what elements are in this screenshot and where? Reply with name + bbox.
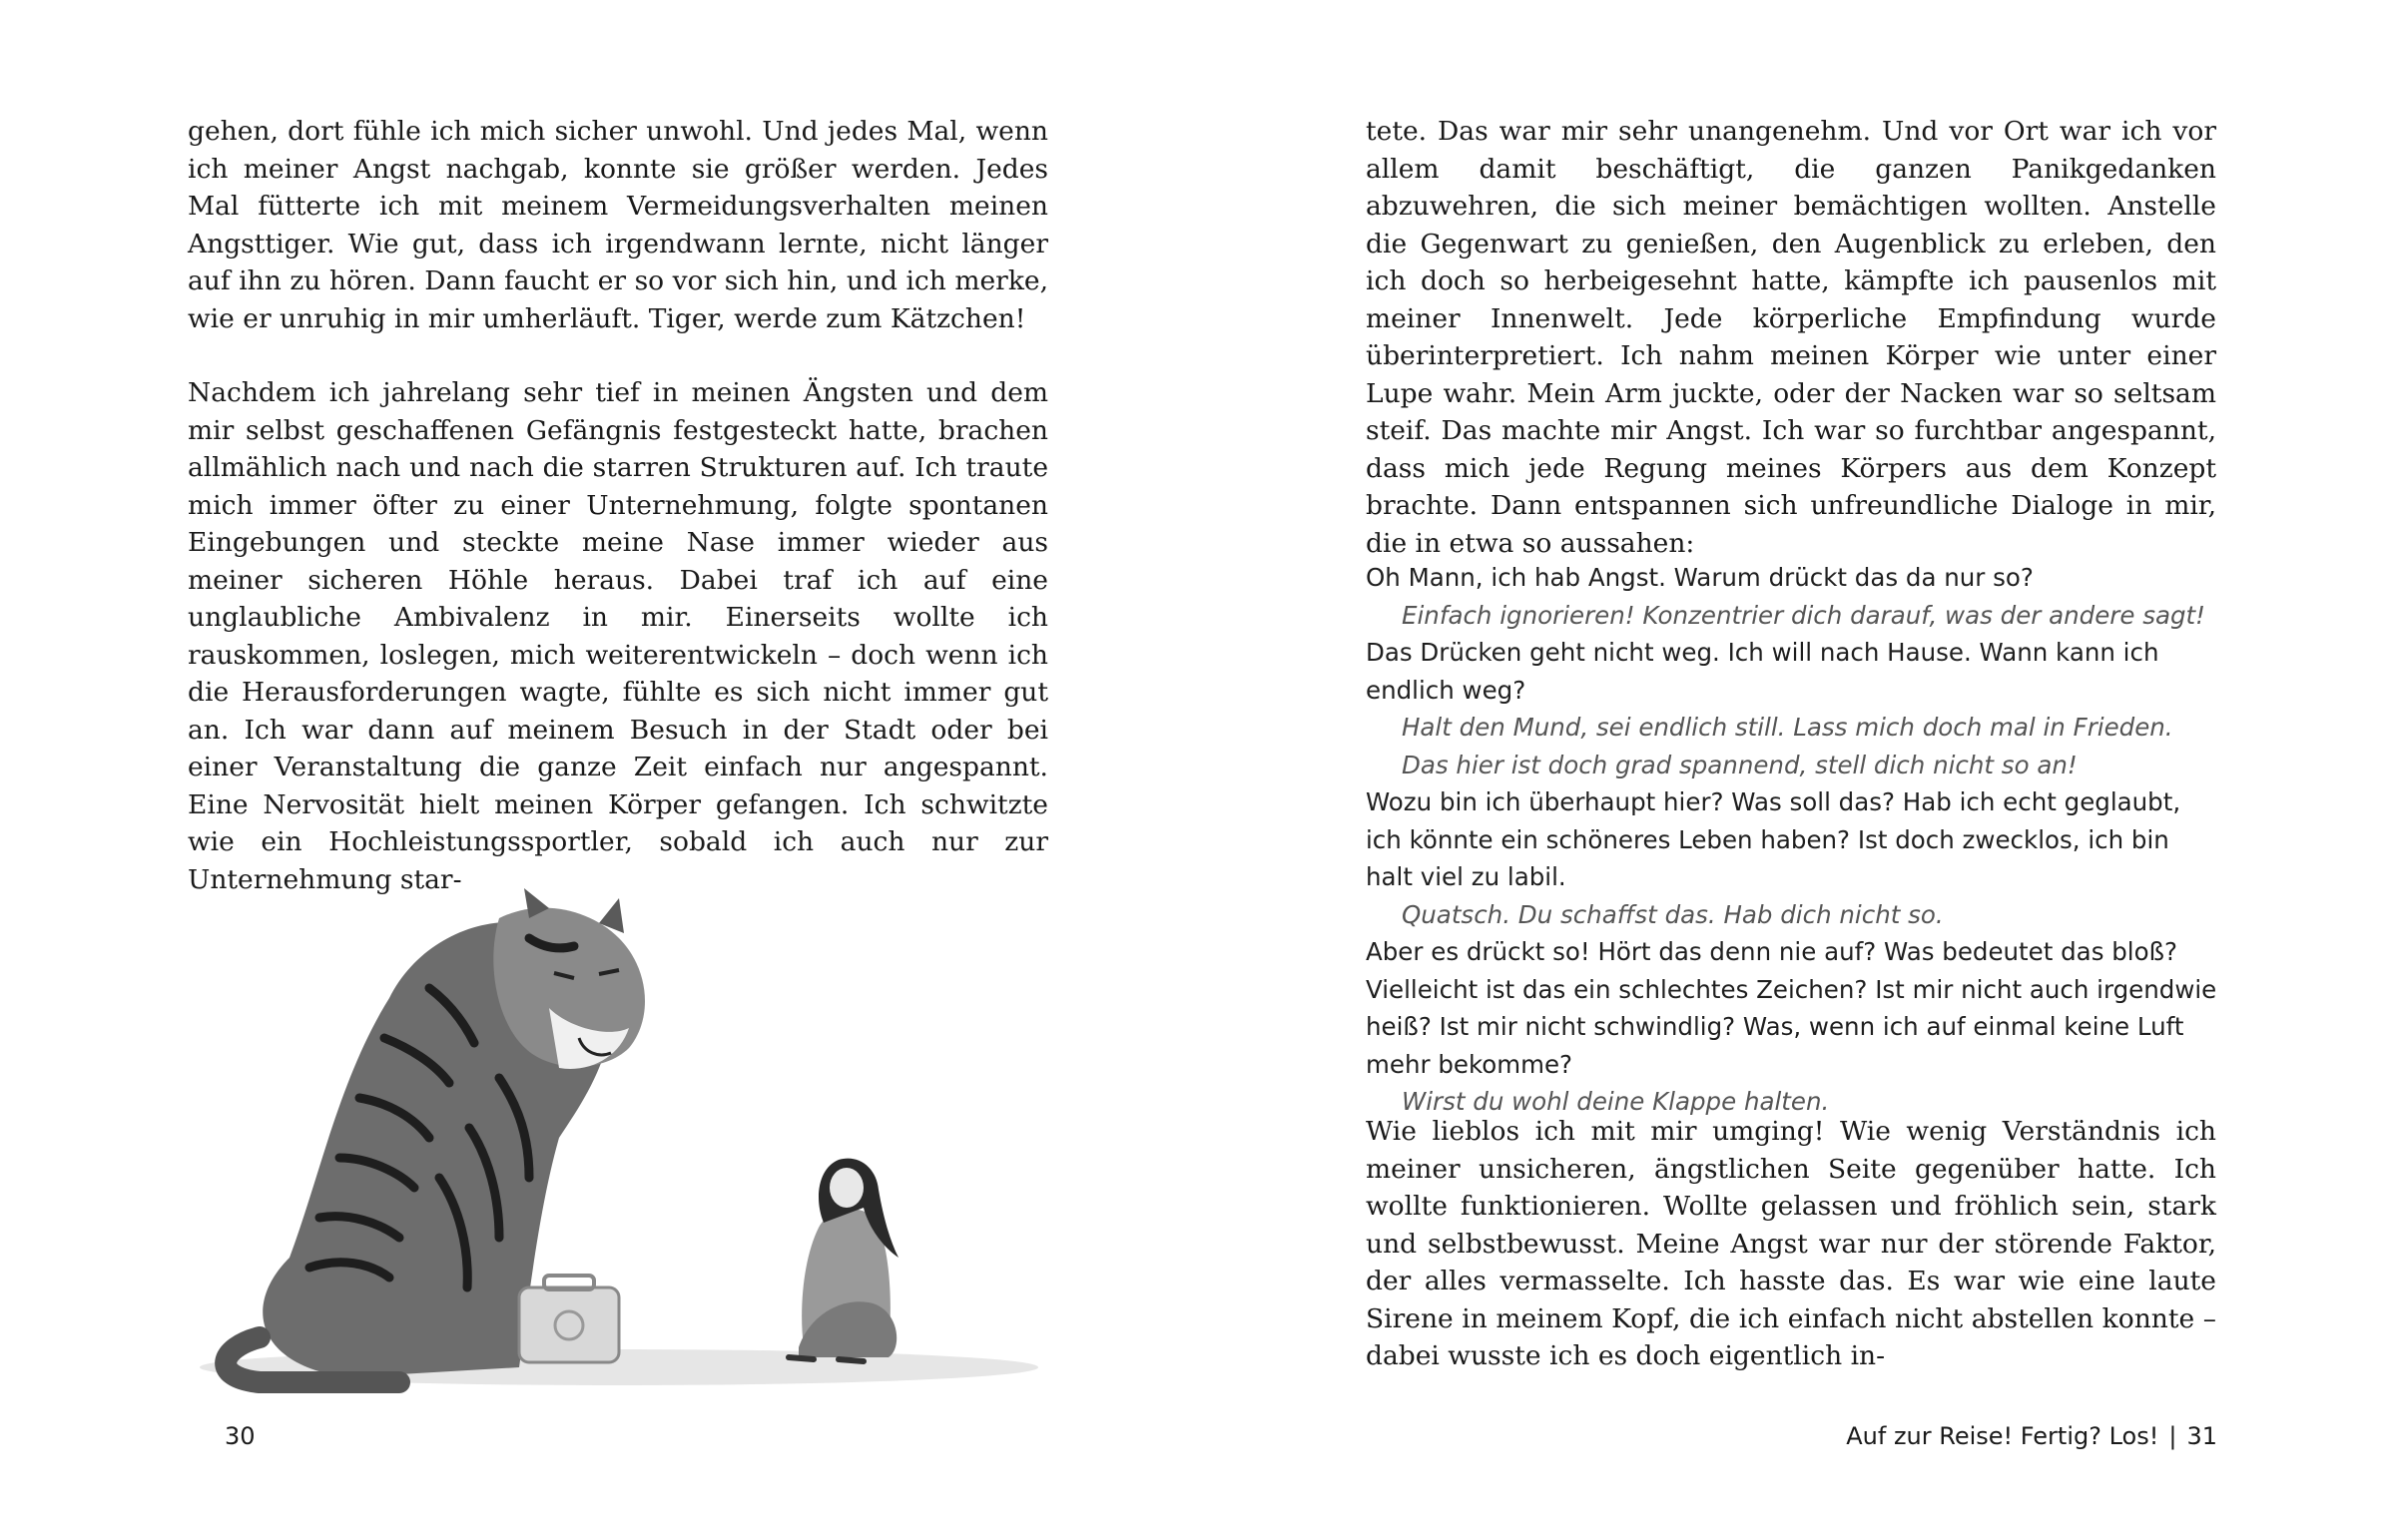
- right-page: [1198, 0, 2395, 1540]
- paragraph: tete. Das war mir sehr unangenehm. Und vor Ort war ich vor allem damit beschäftigt, die ganzen Panikgedanken abzuwehren, die sich meiner bemächtigen wollten. Anstelle die Gegenwart zu genießen, den Augenblick zu erleben, den ich doch so herbeigesehnt hatte, kämpfte ich pausenlos mit meiner Innenwelt. Jede körperliche Empfindung wurde überinterpretiert. Ich nahm meinen Körper wie unter einer Lupe wahr. Mein Arm juckte, oder der Nacken war so seltsam steif. Das machte mir Angst. Ich war so furchtbar angespannt, dass mich jede Regung meines Körpers aus dem Konzept brachte. Dann entspannen sich unfreundliche Dialoge in mir, die in etwa so aussahen:: [1366, 116, 2216, 559]
- girl-figure: [789, 1159, 898, 1361]
- dialogue-reply: Halt den Mund, sei endlich still. Lass mich doch mal in Frieden. Das hier ist doch grad spannend, stell dich nicht so an!: [1402, 713, 2173, 779]
- page-number-left: 30: [225, 1422, 256, 1450]
- right-intro-text: [1366, 113, 2216, 562]
- paragraph: gehen, dort fühle ich mich sicher unwohl. Und jedes Mal, wenn ich meiner Angst nachgab, konnte sie größer werden. Jedes Mal fütterte ich mit meinem Vermeidungsverhalten meinen Angsttiger. Wie gut, dass ich irgendwann lernte, nicht länger auf ihn zu hören. Dann faucht er so vor sich hin, und ich merke, wie er unruhig in mir umherläuft. Tiger, werde zum Kätzchen!: [188, 116, 1048, 334]
- dialogue-reply: Quatsch. Du schaffst das. Hab dich nicht so.: [1402, 899, 1944, 929]
- running-footer-title: Auf zur Reise! Fertig? Los!: [1846, 1422, 2159, 1450]
- paragraph: Nachdem ich jahrelang sehr tief in meinen Ängsten und dem mir selbst geschaffenen Gefängnis festgesteckt hatte, brachen allmählich nach und nach die starren Strukturen auf. Ich traute mich immer öfter zu einer Unternehmung, folgte spontanen Eingebungen und steckte meine Nase immer wieder aus meiner sicheren Höhle heraus. Dabei traf ich auf eine unglaubliche Ambivalenz in mir. Einerseits wollte ich rauskommen, loslegen, mich weiterentwickeln – doch wenn ich die Herausforderungen wagte, fühlte es sich nicht immer gut an. Ich war dann auf meinem Besuch in der Stadt oder bei einer Veranstaltung die ganze Zeit einfach nur angespannt. Eine Nervosität hielt meinen Körper gefangen. Ich schwitzte wie ein Hochleistungssportler, sobald ich auch nur zur Unternehmung star-: [188, 377, 1048, 895]
- dialogue-line: Oh Mann, ich hab Angst. Warum drückt das da nur so?: [1366, 563, 2034, 592]
- tiger-and-girl-illustration: [200, 878, 1068, 1397]
- inner-dialogue: [1366, 559, 2219, 1121]
- left-body-text: [188, 113, 1048, 898]
- paragraph: Wie lieblos ich mit mir umging! Wie wenig Verständnis ich meiner unsicheren, ängstlichen Seite gegenüber hatte. Ich wollte funktionieren. Wollte gelassen und fröhlich sein, stark und selbstbewusst. Meine Angst war nur der störende Faktor, der alles vermasselte. Ich hasste das. Es war wie eine laute Sirene in meinem Kopf, die ich einfach nicht abstellen konnte – dabei wusste ich es doch eigentlich in-: [1366, 1116, 2216, 1371]
- footer-separator: |: [2168, 1422, 2177, 1450]
- dialogue-reply: Wirst du wohl deine Klappe halten.: [1402, 1087, 1830, 1116]
- page-number-right: 31: [2186, 1422, 2217, 1450]
- right-outro-text: [1366, 1113, 2216, 1375]
- running-footer: [1846, 1422, 2217, 1450]
- dialogue-line: Wozu bin ich überhaupt hier? Was soll das? Hab ich echt geglaubt, ich könnte ein schöneres Leben haben? Ist doch zwecklos, ich bin halt viel zu labil.: [1366, 787, 2181, 891]
- dialogue-line: Aber es drückt so! Hört das denn nie auf? Was bedeutet das bloß? Vielleicht ist das ein schlechtes Zeichen? Ist mir nicht auch irgendwie heiß? Ist mir nicht schwindlig? Was, wenn ich auf einmal keine Luft mehr bekomme?: [1366, 937, 2217, 1079]
- dialogue-reply: Einfach ignorieren! Konzentrier dich darauf, was der andere sagt!: [1402, 600, 2205, 630]
- dialogue-line: Das Drücken geht nicht weg. Ich will nach Hause. Wann kann ich endlich weg?: [1366, 638, 2159, 705]
- suitcase: [519, 1276, 619, 1362]
